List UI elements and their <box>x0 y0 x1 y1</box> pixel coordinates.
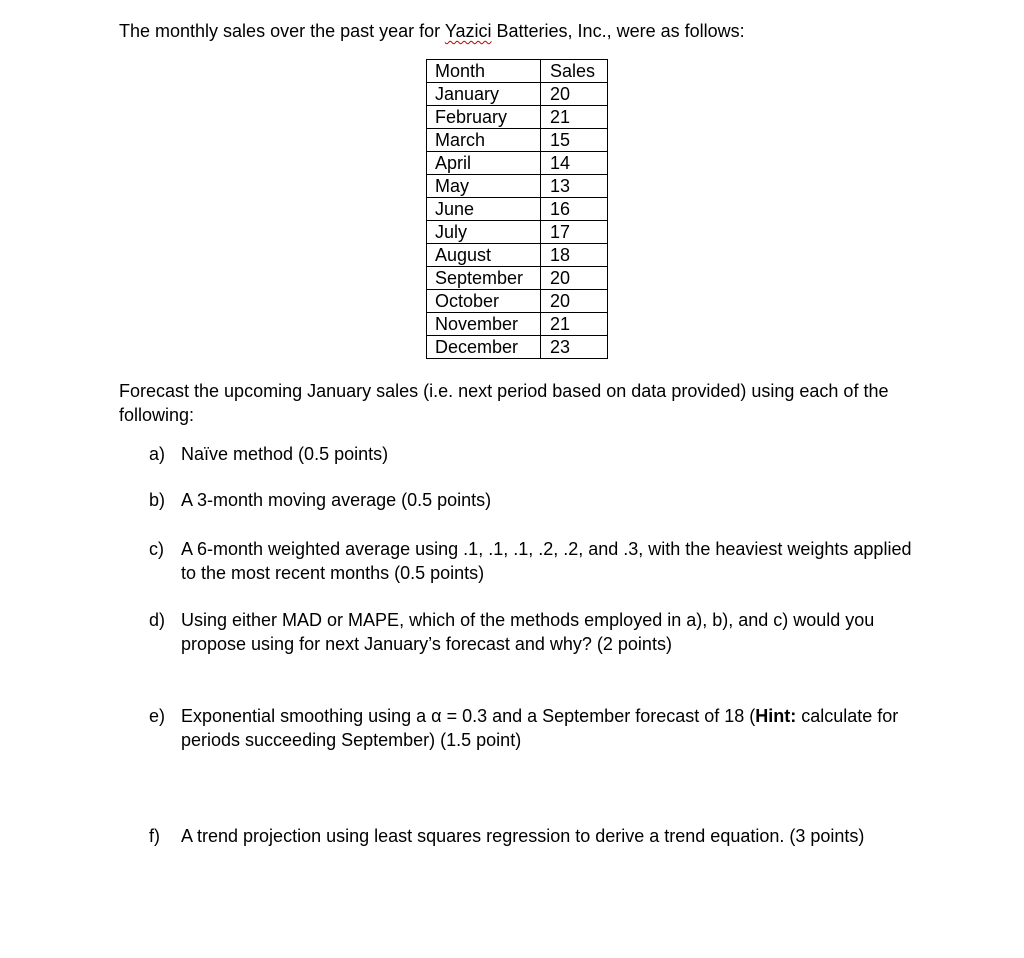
month-cell: January <box>427 83 541 106</box>
sales-table <box>426 59 608 359</box>
question-f <box>149 824 929 848</box>
table-header-row <box>427 60 608 83</box>
table-row <box>427 175 608 198</box>
sales-cell: 14 <box>541 152 608 175</box>
month-cell: September <box>427 267 541 290</box>
question-label: f) <box>149 826 160 846</box>
table-row <box>427 313 608 336</box>
table-row <box>427 152 608 175</box>
question-b <box>149 488 929 512</box>
month-cell: April <box>427 152 541 175</box>
company-name: Yazici <box>444 21 492 41</box>
month-cell: December <box>427 336 541 359</box>
sales-cell: 20 <box>541 290 608 313</box>
sales-cell: 23 <box>541 336 608 359</box>
question-label: a) <box>149 444 166 464</box>
question-e <box>149 704 929 752</box>
month-cell: August <box>427 244 541 267</box>
month-cell: July <box>427 221 541 244</box>
intro-prefix: The monthly sales over the past year for <box>119 21 445 41</box>
question-e-text-before: Exponential smoothing using a α = 0.3 and a September forecast of 18 ( <box>181 706 756 726</box>
table-row <box>427 290 608 313</box>
month-cell: March <box>427 129 541 152</box>
table-row <box>427 198 608 221</box>
question-c <box>149 537 929 585</box>
month-cell: February <box>427 106 541 129</box>
table-row <box>427 244 608 267</box>
question-label: e) <box>149 706 166 726</box>
question-a <box>149 442 929 466</box>
question-text: Using either MAD or MAPE, which of the methods employed in a), b), and c) would you propose using for next January’s forecast and why? (2 points) <box>181 610 875 654</box>
question-text: A 6-month weighted average using .1, .1, .1, .2, .2, and .3, with the heaviest weights applied to the most recent months (0.5 points) <box>181 539 912 583</box>
sales-cell: 20 <box>541 83 608 106</box>
month-cell: May <box>427 175 541 198</box>
question-label: d) <box>149 610 166 630</box>
forecast-instruction: Forecast the upcoming January sales (i.e. next period based on data provided) using each of the following: <box>119 381 889 425</box>
question-text: Naïve method (0.5 points) <box>181 444 389 464</box>
hint-label: Hint: <box>755 706 797 726</box>
table-row <box>427 83 608 106</box>
header-month: Month <box>427 60 541 83</box>
question-e-text-after: calculate for periods succeeding September) (1.5 point) <box>181 706 899 750</box>
table-row <box>427 221 608 244</box>
sales-cell: 15 <box>541 129 608 152</box>
intro-suffix: Batteries, Inc., were as follows: <box>491 21 745 41</box>
sales-cell: 16 <box>541 198 608 221</box>
month-cell: June <box>427 198 541 221</box>
sales-cell: 17 <box>541 221 608 244</box>
intro-sentence <box>119 19 745 43</box>
question-label: c) <box>149 539 164 559</box>
table-row <box>427 267 608 290</box>
question-d <box>149 608 929 656</box>
month-cell: November <box>427 313 541 336</box>
question-label: b) <box>149 490 166 510</box>
sales-cell: 21 <box>541 106 608 129</box>
sales-cell: 20 <box>541 267 608 290</box>
question-text: A trend projection using least squares regression to derive a trend equation. (3 points) <box>181 826 865 846</box>
table-row <box>427 129 608 152</box>
sales-cell: 21 <box>541 313 608 336</box>
table-row <box>427 106 608 129</box>
month-cell: October <box>427 290 541 313</box>
table-row <box>427 336 608 359</box>
question-text: A 3-month moving average (0.5 points) <box>181 490 492 510</box>
question-text <box>181 704 929 752</box>
header-sales: Sales <box>541 60 608 83</box>
sales-cell: 18 <box>541 244 608 267</box>
sales-cell: 13 <box>541 175 608 198</box>
